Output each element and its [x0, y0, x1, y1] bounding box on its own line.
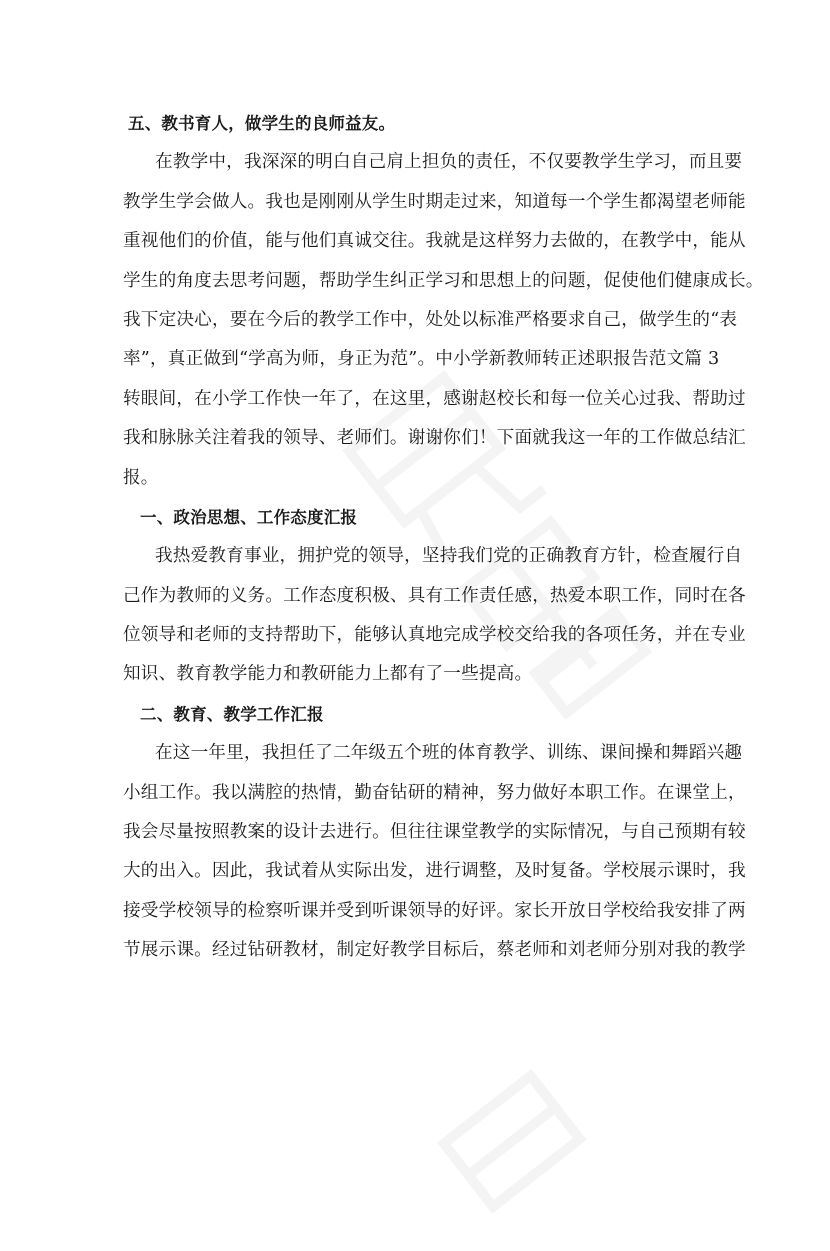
paragraph-1-line-8: 我和脉脉关注着我的领导、老师们。谢谢你们！下面就我这一年的工作做总结汇: [123, 428, 746, 449]
watermark-graphic-bottom: [423, 1049, 627, 1251]
document-body: [123, 104, 764, 971]
paragraph-1-line-9: 报。: [123, 467, 159, 488]
paragraph-2-line-1: 我热爱教育事业，拥护党的领导，坚持我们党的正确教育方针，检查履行自: [155, 546, 743, 567]
paragraph-3-line-1: 在这一年里，我担任了二年级五个班的体育教学、训练、课间操和舞蹈兴趣: [155, 743, 743, 764]
paragraph-1-line-5: 我下定决心，要在今后的教学工作中，处处以标准严格要求自己，做学生的“表: [123, 309, 738, 330]
paragraph-3-line-6: 节展示课。经过钻研教材，制定好教学目标后，蔡老师和刘老师分别对我的教学: [123, 940, 746, 961]
paragraph-1-line-6: 率”，真正做到“学高为师，身正为范”。中小学新教师转正述职报告范文篇 3: [123, 349, 720, 370]
paragraph-3-line-4: 大的出入。因此，我试着从实际出发，进行调整，及时复备。学校展示课时，我: [123, 861, 746, 882]
section-heading-2: 二、教育、教学工作汇报: [140, 704, 324, 724]
paragraph-1-line-2: 教学生学会做人。我也是刚刚从学生时期走过来，知道每一个学生都渴望老师能: [123, 191, 746, 212]
paragraph-1-line-7: 转眼间，在小学工作快一年了，在这里，感谢赵校长和每一位关心过我、帮助过: [123, 388, 746, 409]
paragraph-3-line-2: 小组工作。我以满腔的热情，勤奋钻研的精神，努力做好本职工作。在课堂上，: [123, 782, 746, 803]
paragraph-2-line-2: 己作为教师的义务。工作态度积极、具有工作责任感，热爱本职工作，同时在各: [123, 585, 746, 606]
paragraph-1-line-4: 学生的角度去思考问题，帮助学生纠正学习和思想上的问题，促使他们健康成长。: [123, 270, 764, 291]
paragraph-3-line-5: 接受学校领导的检察听课并受到听课领导的好评。家长开放日学校给我安排了两: [123, 900, 746, 921]
paragraph-2-line-4: 知识、教育教学能力和教研能力上都有了一些提高。: [123, 664, 533, 685]
paragraph-3-line-3: 我会尽量按照教案的设计去进行。但往往课堂教学的实际情况，与自己预期有较: [123, 822, 746, 843]
paragraph-1-line-1: 在教学中，我深深的明白自己肩上担负的责任，不仅要教学生学习，而且要: [155, 152, 743, 173]
section-heading-1: 一、政治思想、工作态度汇报: [140, 507, 358, 527]
section-heading-5: 五、教书育人，做学生的良师益友。: [128, 114, 396, 133]
paragraph-2-line-3: 位领导和老师的支持帮助下，能够认真地完成学校交给我的各项任务，并在专业: [123, 625, 746, 646]
paragraph-1-line-3: 重视他们的价值，能与他们真诚交往。我就是这样努力去做的，在教学中，能从: [123, 231, 746, 252]
